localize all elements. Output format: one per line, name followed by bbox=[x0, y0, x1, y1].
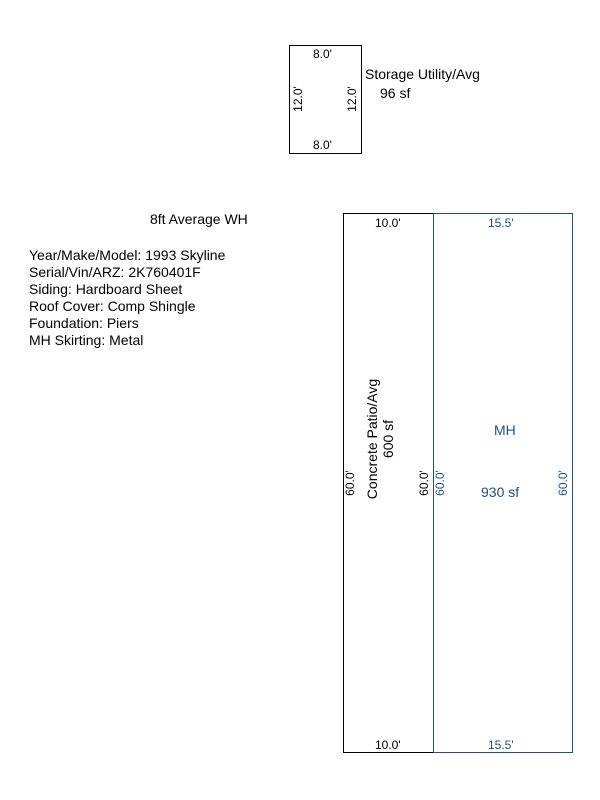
mh-dim-bottom: 15.5' bbox=[488, 738, 514, 752]
mh-box bbox=[433, 213, 573, 753]
mh-label: MH bbox=[494, 422, 516, 438]
patio-dim-bottom: 10.0' bbox=[375, 738, 401, 752]
info-roof-cover: Roof Cover: Comp Shingle bbox=[29, 298, 196, 314]
mh-dim-right: 60.0' bbox=[556, 470, 570, 496]
info-skirting: MH Skirting: Metal bbox=[29, 332, 144, 348]
storage-area: 96 sf bbox=[380, 85, 411, 101]
patio-dim-top: 10.0' bbox=[375, 216, 401, 230]
patio-label-text: Concrete Patio/Avg bbox=[364, 378, 380, 500]
mh-dim-left: 60.0' bbox=[433, 470, 447, 496]
info-foundation: Foundation: Piers bbox=[29, 315, 139, 331]
storage-dim-right: 12.0' bbox=[345, 86, 359, 112]
property-info bbox=[29, 247, 225, 349]
info-siding: Siding: Hardboard Sheet bbox=[29, 281, 183, 297]
patio-label bbox=[364, 369, 396, 509]
storage-dim-top: 8.0' bbox=[313, 47, 332, 61]
mh-dim-top: 15.5' bbox=[488, 216, 514, 230]
storage-dim-bottom: 8.0' bbox=[313, 138, 332, 152]
patio-area-text: 600 sf bbox=[380, 419, 396, 459]
mh-area: 930 sf bbox=[481, 484, 520, 500]
info-serial: Serial/Vin/ARZ: 2K760401F bbox=[29, 264, 201, 280]
info-year-make-model: Year/Make/Model: 1993 Skyline bbox=[29, 247, 226, 263]
storage-dim-left: 12.0' bbox=[291, 86, 305, 112]
sketch-title: 8ft Average WH bbox=[150, 211, 248, 227]
storage-label: Storage Utility/Avg bbox=[365, 66, 480, 82]
patio-dim-left: 60.0' bbox=[343, 470, 357, 496]
patio-dim-right: 60.0' bbox=[417, 470, 431, 496]
